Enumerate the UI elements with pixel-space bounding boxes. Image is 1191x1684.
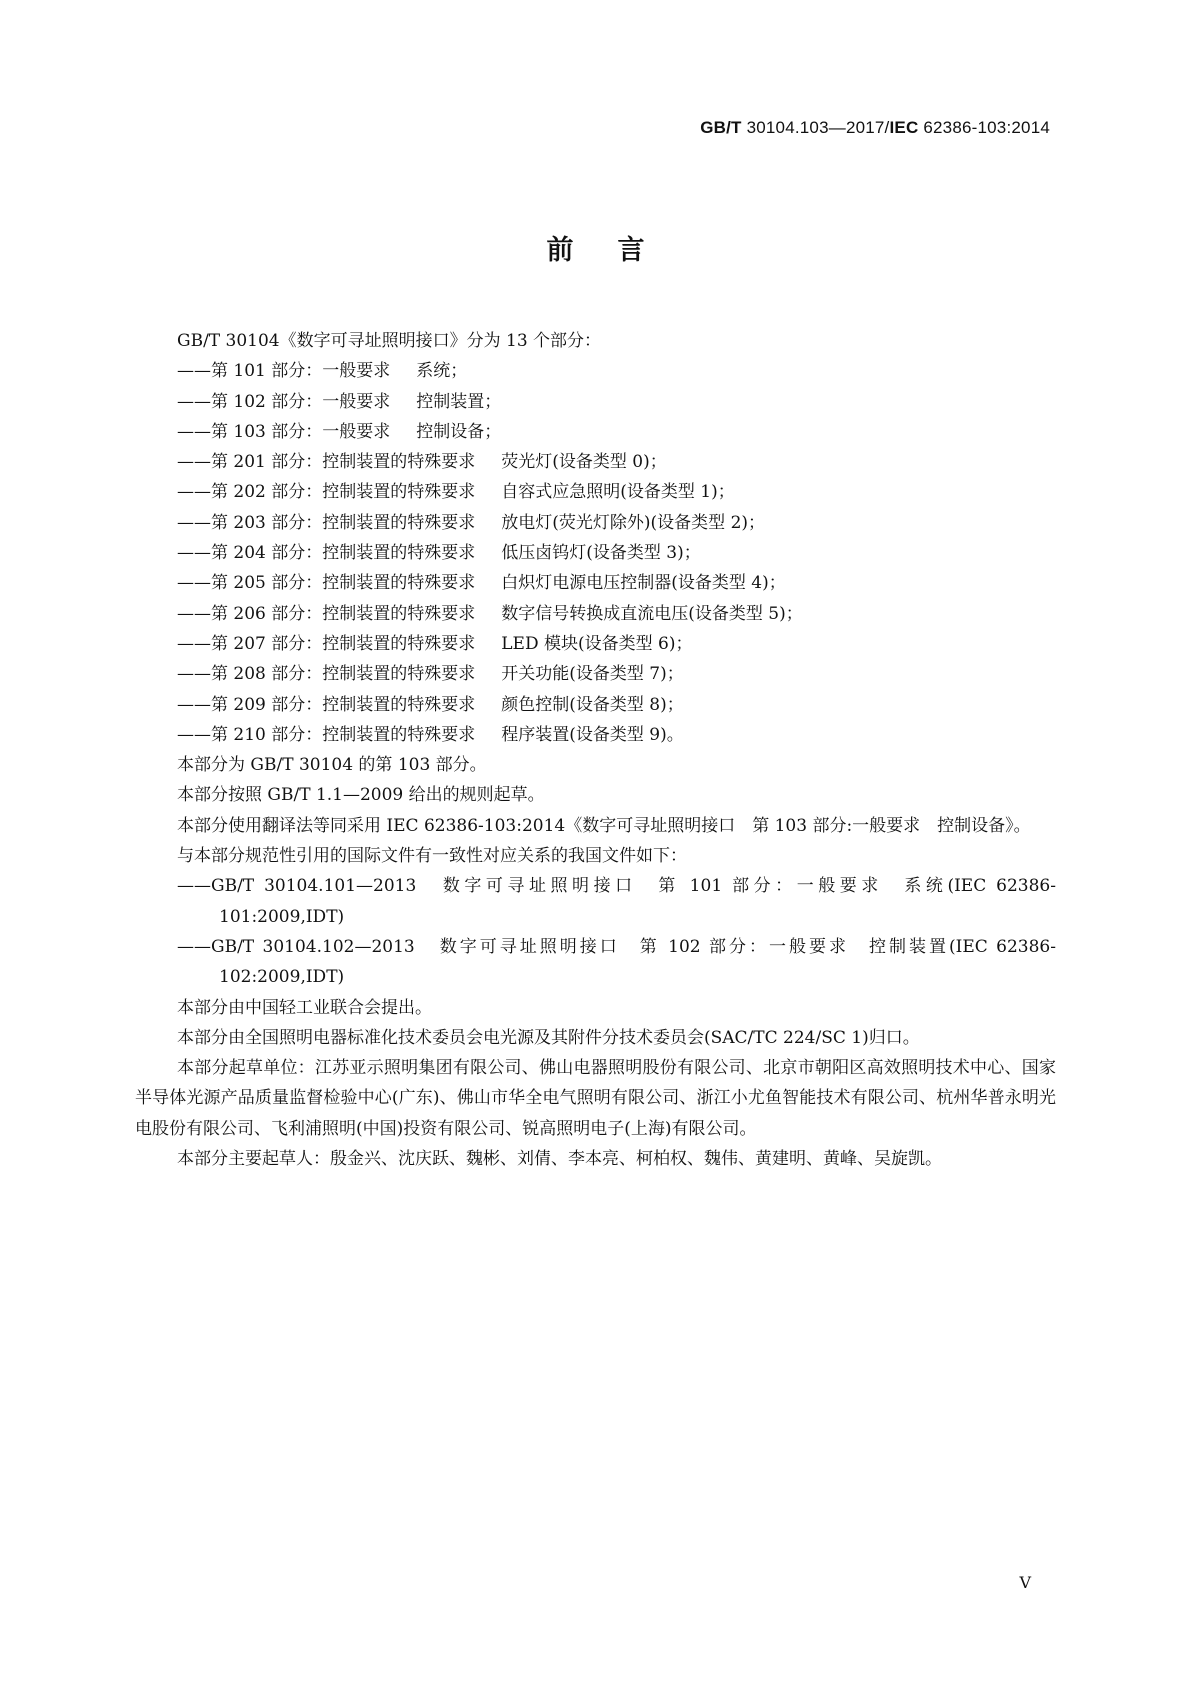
header-iec: IEC bbox=[889, 118, 919, 137]
part-suffix: 控制设备； bbox=[416, 421, 502, 442]
part-suffix: 系统； bbox=[416, 361, 468, 382]
part-of-paragraph: 本部分为 GB/T 30104 的第 103 部分。 bbox=[177, 755, 487, 776]
part-prefix: ——第 204 部分：控制装置的特殊要求 bbox=[177, 543, 476, 564]
part-suffix: 开关功能(设备类型 7)； bbox=[501, 664, 684, 685]
part-item bbox=[135, 629, 1056, 659]
page-number: V bbox=[1019, 1573, 1031, 1592]
adoption-paragraph: 本部分使用翻译法等同采用 IEC 62386-103:2014《数字可寻址照明接口 第 103 部分:一般要求 控制设备》。 bbox=[177, 815, 1031, 836]
part-item bbox=[135, 568, 1056, 598]
part-prefix: ——第 101 部分：一般要求 bbox=[177, 361, 391, 382]
part-item bbox=[135, 659, 1056, 689]
part-item bbox=[135, 477, 1056, 507]
part-suffix: 低压卤钨灯(设备类型 3)； bbox=[501, 543, 701, 564]
proposed-by-paragraph: 本部分由中国轻工业联合会提出。 bbox=[177, 997, 432, 1018]
part-prefix: ——第 206 部分：控制装置的特殊要求 bbox=[177, 603, 476, 624]
part-suffix: 控制装置； bbox=[416, 391, 502, 412]
part-suffix: 颜色控制(设备类型 8)； bbox=[501, 694, 684, 715]
part-prefix: ——第 205 部分：控制装置的特殊要求 bbox=[177, 573, 476, 594]
header-gbt: GB/T bbox=[700, 118, 742, 137]
part-item bbox=[135, 720, 1056, 750]
part-prefix: ——第 103 部分：一般要求 bbox=[177, 421, 391, 442]
reference-item bbox=[135, 871, 1056, 932]
part-prefix: ——第 102 部分：一般要求 bbox=[177, 391, 391, 412]
part-suffix: 数字信号转换成直流电压(设备类型 5)； bbox=[501, 603, 803, 624]
part-item bbox=[135, 690, 1056, 720]
intro-paragraph: GB/T 30104《数字可寻址照明接口》分为 13 个部分： bbox=[177, 331, 602, 351]
header-iec-number: 62386-103:2014 bbox=[918, 118, 1050, 137]
part-item bbox=[135, 508, 1056, 538]
part-prefix: ——第 210 部分：控制装置的特殊要求 bbox=[177, 724, 476, 745]
part-item bbox=[135, 599, 1056, 629]
part-prefix: ——第 208 部分：控制装置的特殊要求 bbox=[177, 664, 476, 685]
drafters-paragraph: 本部分主要起草人：殷金兴、沈庆跃、魏彬、刘倩、李本亮、柯柏权、魏伟、黄建明、黄峰、吴旋凯。 bbox=[177, 1149, 942, 1170]
reference-item bbox=[135, 932, 1056, 993]
managed-by-paragraph: 本部分由全国照明电器标准化技术委员会电光源及其附件分技术委员会(SAC/TC 224/SC 1)归口。 bbox=[177, 1027, 920, 1048]
page-title: 前言 bbox=[546, 235, 689, 266]
part-item bbox=[135, 447, 1056, 477]
part-item bbox=[135, 356, 1056, 386]
part-prefix: ——第 203 部分：控制装置的特殊要求 bbox=[177, 512, 476, 533]
part-prefix: ——第 209 部分：控制装置的特殊要求 bbox=[177, 694, 476, 715]
reference-prefix: ——GB/T 30104.101—2013 bbox=[177, 876, 417, 897]
reference-prefix: ——GB/T 30104.102—2013 bbox=[177, 936, 415, 957]
part-suffix: 荧光灯(设备类型 0)； bbox=[501, 452, 667, 473]
part-suffix: 放电灯(荧光灯除外)(设备类型 2)； bbox=[501, 512, 766, 533]
references-intro-paragraph: 与本部分规范性引用的国际文件有一致性对应关系的我国文件如下： bbox=[177, 846, 687, 867]
part-prefix: ——第 202 部分：控制装置的特殊要求 bbox=[177, 482, 476, 503]
part-item bbox=[135, 387, 1056, 417]
part-item bbox=[135, 417, 1056, 447]
part-suffix: 白炽灯电源电压控制器(设备类型 4)； bbox=[501, 573, 786, 594]
drafting-units-paragraph: 本部分起草单位：江苏亚示照明集团有限公司、佛山电器照明股份有限公司、北京市朝阳区高效照明技术中心、国家半导体光源产品质量监督检验中心(广东)、佛山市华全电气照明有限公司、浙江小尤鱼智能技术有限公司、杭州华普永明光电股份有限公司、飞利浦照明(中国)投资有限公司、锐高照明电子(上海)有限公司。 bbox=[135, 1058, 1056, 1139]
header-number: 30104.103—2017/ bbox=[741, 118, 890, 137]
part-suffix: 程序装置(设备类型 9)。 bbox=[501, 724, 684, 745]
part-prefix: ——第 201 部分：控制装置的特殊要求 bbox=[177, 452, 476, 473]
reference-suffix: 数字可寻址照明接口 第 102 部分：一般要求 控制装置(IEC 62386-102:2009,IDT) bbox=[219, 936, 1056, 988]
foreword-body bbox=[135, 326, 1056, 1174]
reference-suffix: 数字可寻址照明接口 第 101 部分：一般要求 系统(IEC 62386-101:2009,IDT) bbox=[219, 876, 1056, 927]
part-suffix: LED 模块(设备类型 6)； bbox=[501, 633, 693, 654]
part-prefix: ——第 207 部分：控制装置的特殊要求 bbox=[177, 633, 476, 654]
standard-code-header bbox=[700, 118, 1050, 138]
part-item bbox=[135, 538, 1056, 568]
part-suffix: 自容式应急照明(设备类型 1)； bbox=[501, 482, 735, 503]
drafting-rules-paragraph: 本部分按照 GB/T 1.1—2009 给出的规则起草。 bbox=[177, 785, 545, 806]
